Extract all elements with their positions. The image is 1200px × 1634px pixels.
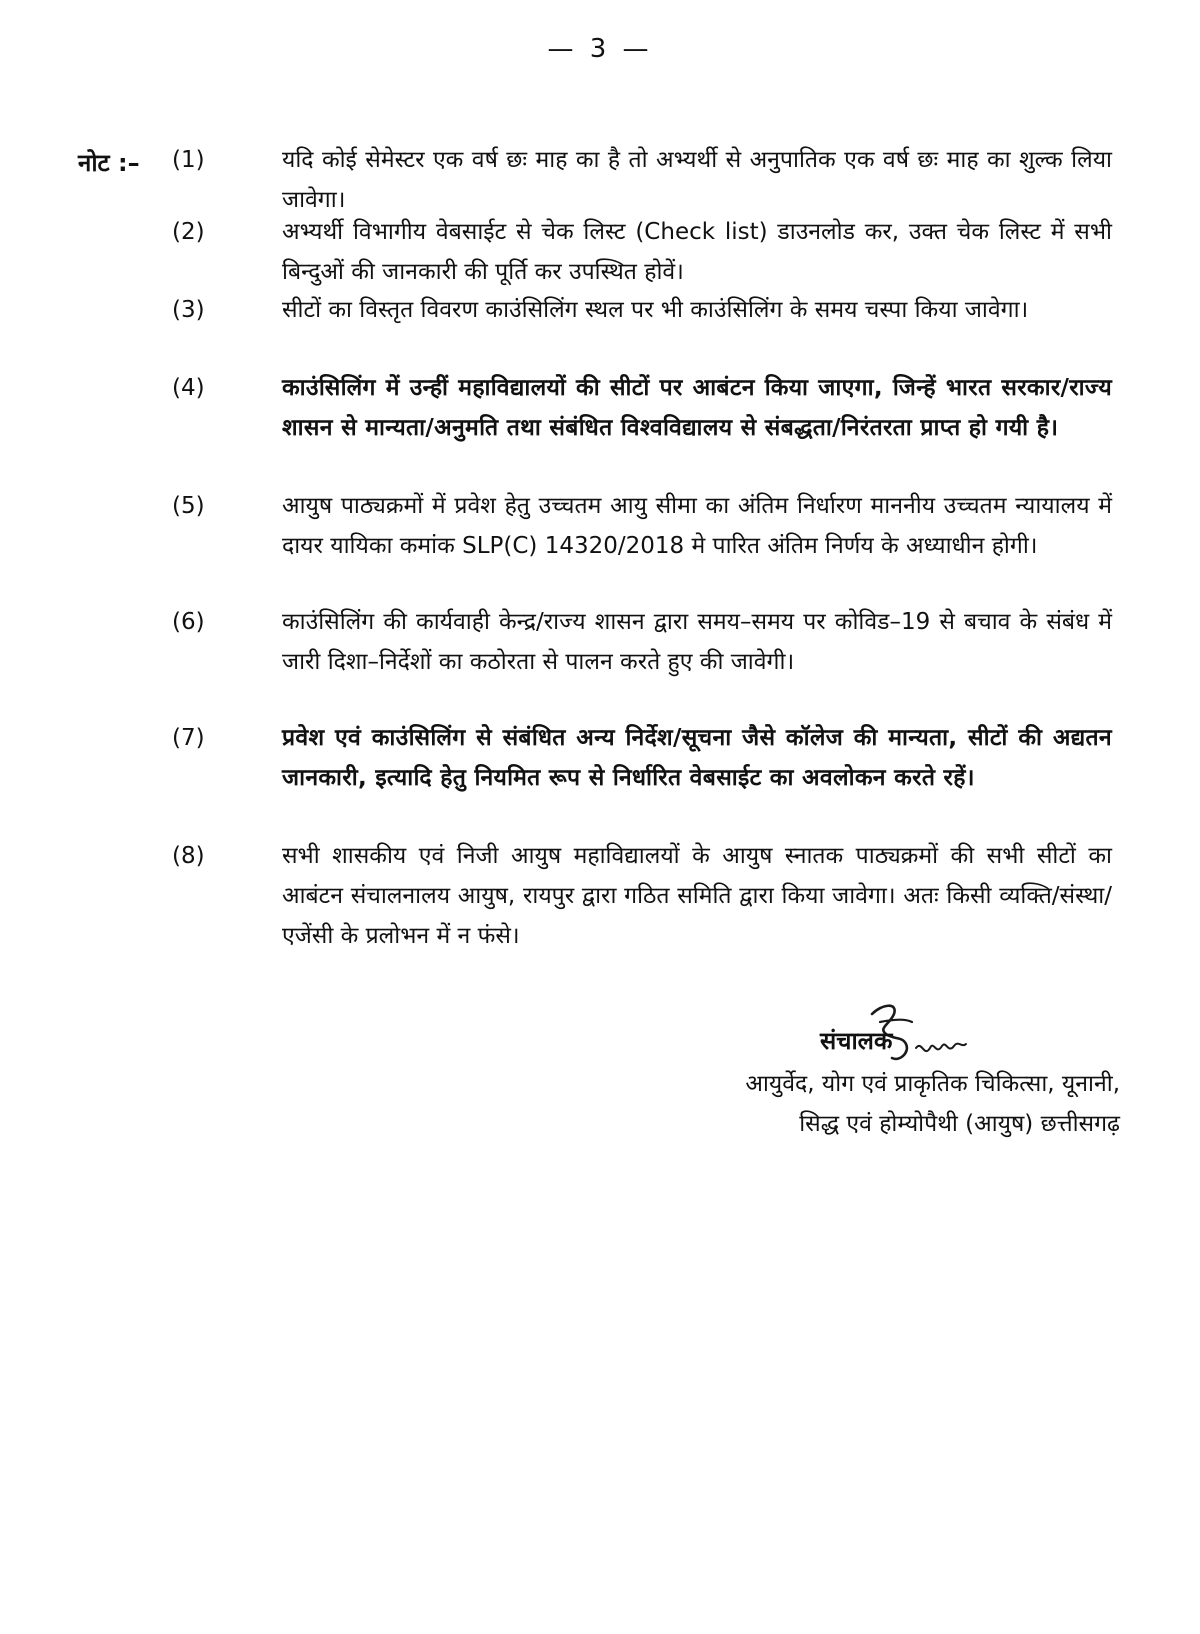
note-text: आयुष पाठ्यक्रमों में प्रवेश हेतु उच्चतम आयु सीमा का अंतिम निर्धारण माननीय उच्चतम न्यायालय में दायर यायिका कमांक SLP(C) 14320/2018 मे पारित अंतिम निर्णय के अध्याधीन होगी। bbox=[282, 493, 1112, 559]
note-text-bold: काउंसिलिंग में उन्हीं महाविद्यालयों की सीटों पर आबंटन किया जाएगा, जिन्हें भारत सरकार/राज्य शासन से मान्यता/अनुमति तथा संबंधित विश्वविद्यालय से संबद्धता/निरंतरता प्राप्त हो गयी है। bbox=[282, 375, 1112, 441]
department-line-1: आयुर्वेद, योग एवं प्राकृतिक चिकित्सा, यूनानी, bbox=[745, 1071, 1120, 1097]
note-number: (1) bbox=[172, 147, 205, 173]
note-text: सीटों का विस्तृत विवरण काउंसिलिंग स्थल पर भी काउंसिलिंग के समय चस्पा किया जावेगा। bbox=[282, 297, 1029, 323]
signature-block bbox=[600, 1000, 1120, 1150]
note-number: (2) bbox=[172, 219, 205, 245]
note-number: (8) bbox=[172, 843, 205, 869]
note-label: नोट :– bbox=[78, 149, 140, 177]
note-number: (7) bbox=[172, 725, 205, 751]
note-number: (3) bbox=[172, 297, 205, 323]
note-text: काउंसिलिंग की कार्यवाही केन्द्र/राज्य शासन द्वारा समय–समय पर कोविड–19 से बचाव के संबंध में जारी दिशा–निर्देशों का कठोरता से पालन करते हुए की जावेगी। bbox=[282, 609, 1112, 675]
designation: संचालक bbox=[820, 1027, 893, 1055]
note-number: (4) bbox=[172, 375, 205, 401]
note-text-bold: प्रवेश एवं काउंसिलिंग से संबंधित अन्य निर्देश/सूचना जैसे कॉलेज की मान्यता, सीटों की अद्यतन जानकारी, इत्यादि हेतु नियमित रूप से निर्धारित वेबसाईट का अवलोकन करते रहें। bbox=[282, 725, 1112, 791]
note-number: (6) bbox=[172, 609, 205, 635]
note-text: सभी शासकीय एवं निजी आयुष महाविद्यालयों के आयुष स्नातक पाठ्यक्रमों की सभी सीटों का आबंटन संचालनालय आयुष, रायपुर द्वारा गठित समिति द्वारा किया जावेगा। अतः किसी व्यक्ति/संस्था/एजेंसी के प्रलोभन में न फंसे। bbox=[282, 843, 1112, 949]
department-line-2: सिद्ध एवं होम्योपैथी (आयुष) छत्तीसगढ़ bbox=[799, 1111, 1120, 1137]
note-text: यदि कोई सेमेस्टर एक वर्ष छः माह का है तो अभ्यर्थी से अनुपातिक एक वर्ष छः माह का शुल्क लिया जावेगा। bbox=[282, 147, 1112, 213]
page-number: — 3 — bbox=[547, 34, 653, 64]
note-text: अभ्यर्थी विभागीय वेबसाईट से चेक लिस्ट (Check list) डाउनलोड कर, उक्त चेक लिस्ट में सभी बिन्दुओं की जानकारी की पूर्ति कर उपस्थित होवें। bbox=[282, 219, 1112, 285]
note-number: (5) bbox=[172, 493, 205, 519]
